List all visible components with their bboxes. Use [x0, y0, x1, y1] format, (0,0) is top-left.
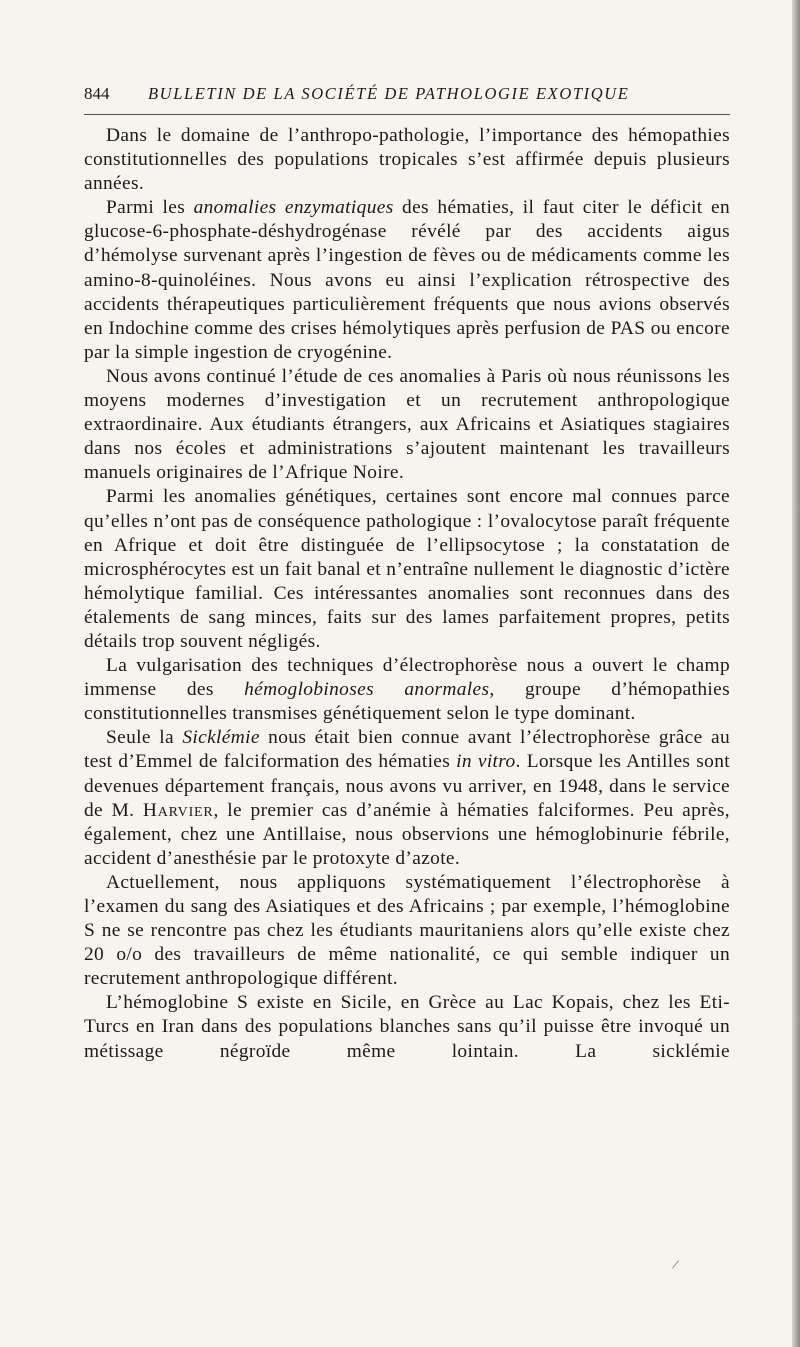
paragraph-6-small-caps-name: Harvier — [142, 799, 214, 821]
paragraph-6-text-c: . Lorsque les Antilles sont devenues département français, nous avons vu arriver, en 1948, dans le service de M. — [84, 751, 730, 821]
paragraph-3-text: Nous avons continué l’étude de ces anomalies à Paris où nous réunissons les moyens modernes d’investigation et un recrutement anthropologique extraordinaire. Aux étudiants étrangers, aux Africains et Asiatiques stagiaires dans nos écoles et administrations s’ajoutent maintenant les travailleurs manuels originaires de l’Afrique Noire. — [84, 365, 730, 484]
paragraph-6-emphasis-1: Sicklémie — [182, 727, 260, 749]
paragraph-5-text-a: La vulgarisation des techniques d’électrophorèse nous a ouvert le champ immense des — [84, 655, 730, 701]
paragraph-7 — [84, 871, 730, 991]
paragraph-8 — [84, 991, 730, 1063]
pencil-mark-icon: / — [670, 1257, 680, 1274]
paragraph-1-text: Dans le domaine de l’anthropo-pathologie, l’importance des hémopathies constitutionnelles des populations tropicales s’est affirmée depuis plusieurs années. — [84, 125, 730, 195]
page-edge-shadow — [792, 0, 800, 1347]
paragraph-2-text-a: Parmi les — [106, 197, 194, 219]
paragraph-4 — [84, 485, 730, 654]
paragraph-4-text: Parmi les anomalies génétiques, certaines sont encore mal connues parce qu’elles n’ont pas de conséquence pathologique : l’ovalocytose paraît fréquente en Afrique et doit être distinguée de l’ellipsocytose ; la constatation de microsphérocytes est un fait banal et n’entraîne nullement le diagnostic d’ictère hémolytique familial. Ces intéressantes anomalies sont reconnues dans des étalements de sang minces, faits sur des lames parfaitement propres, petits détails trop souvent négligés. — [84, 486, 730, 652]
paragraph-1 — [84, 124, 730, 196]
page-number: 844 — [84, 84, 110, 103]
paragraph-8-text: L’hémoglobine S existe en Sicile, en Grèce au Lac Kopais, chez les Eti-Turcs en Iran dans des populations blanches sans qu’il puisse être invoqué un métissage négroïde même lointain. La sicklémie — [84, 992, 730, 1062]
running-header — [84, 84, 730, 104]
paragraph-6-text-d: , le premier cas d’anémie à hématies falciformes. Peu après, également, chez une Antillaise, nous observions une hémoglobinurie fébrile, accident d’anesthésie par le protoxyte d’azote. — [84, 799, 730, 869]
running-head-title: BULLETIN DE LA SOCIÉTÉ DE PATHOLOGIE EXOTIQUE — [148, 84, 630, 103]
header-rule — [84, 114, 730, 115]
paragraph-5-text-b: , groupe d’hémopathies constitutionnelles transmises génétiquement selon le type dominant. — [84, 679, 730, 725]
body-text — [84, 124, 730, 1064]
paragraph-6-text-a: Seule la — [106, 727, 183, 749]
paragraph-6-text-b: nous était bien connue avant l’électrophorèse grâce au test d’Emmel de falciformation des hématies — [84, 727, 731, 773]
paragraph-2 — [84, 196, 730, 365]
paragraph-2-text-b: des hématies, il faut citer le déficit en glucose-6-phosphate-déshydrogénase révélé par des accidents aigus d’hémolyse survenant après l’ingestion de fèves ou de médicaments comme les amino-8-quinoléines. Nous avons eu ainsi l’explication rétrospective des accidents thérapeutiques particulièrement fréquents que nous avions observés en Indochine comme des crises hémolytiques après perfusion de PAS ou encore par la simple ingestion de cryogénine. — [84, 197, 730, 363]
paragraph-7-text: Actuellement, nous appliquons systématiquement l’électrophorèse à l’examen du sang des Asiatiques et des Africains ; par exemple, l’hémoglobine S ne se rencontre pas chez les étudiants mauritaniens alors qu’elle existe chez 20 o/o des travailleurs de même nationalité, ce qui semble indiquer un recrutement anthropologique différent. — [84, 871, 730, 990]
paragraph-2-emphasis: anomalies enzymatiques — [193, 197, 394, 219]
paragraph-5-emphasis: hémoglobinoses anormales — [244, 679, 490, 701]
paragraph-6-emphasis-2: in vitro — [456, 751, 516, 773]
paragraph-3 — [84, 365, 730, 485]
paragraph-6 — [84, 726, 730, 871]
paragraph-5 — [84, 654, 730, 726]
